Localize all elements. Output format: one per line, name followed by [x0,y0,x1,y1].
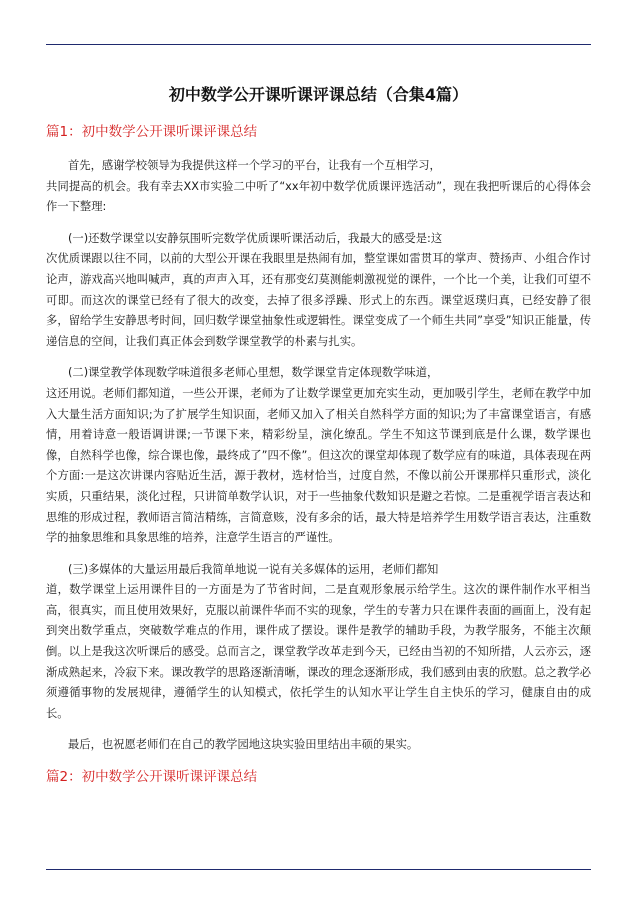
paragraph-intro [46,156,591,218]
paragraph-point-1 [46,229,591,353]
document-title: 初中数学公开课听课评课总结（合集4篇） [168,85,469,104]
paragraph-body: 次优质课跟以往不同，以前的大型公开课在我眼里是热闹有加，整堂课如雷贯耳的掌声、赞扬声、小组合作讨论声，游戏高兴地叫喊声，真的声声入耳，还有那变幻莫测能刺激视觉的课件，一个比一个美，让我们可望不可即。而这次的课堂已经有了很大的改变，去掉了很多浮躁、形式上的东西。课堂返璞归真，已经安静了很多，留给学生安静思考时间，回归数学课堂抽象性或逻辑性。课堂变成了一个师生共同”享受”知识正能量，传递信息的空间，让我们真正体会到数学课堂教学的朴素与扎实。 [46,252,591,348]
paragraph-point-3 [46,560,591,725]
header-rule [46,44,591,45]
section-heading-2: 篇2：初中数学公开课听课评课总结 [46,769,258,786]
footer-rule [46,869,591,870]
paragraph-body: 道，数学课堂上运用课件目的一方面是为了节省时间，二是直观形象展示给学生。这次的课件制作水平相当高，很真实，而且使用效果好，克服以前课件华而不实的现象，学生的专著力只在课件表面的画面上，没有起到突出数学重点，突破数学难点的作用，课件成了摆设。课件是教学的辅助手段，为教学服务，不能主次颠倒。以上是我这次听课后的感受。总而言之，课堂教学改革走到今天，已经由当初的不知所措，人云亦云，逐渐成熟起来，冷寂下来。课改教学的思路逐渐清晰，课改的理念逐渐形成，我们感到由衷的欣慰。总之教学必须遵循事物的发展规律，遵循学生的认知模式，依托学生的认知水平让学生自主快乐的学习，健康自由的成长。 [46,583,591,720]
paragraph-lead: 首先，感谢学校领导为我提供这样一个学习的平台，让我有一个互相学习， [68,159,441,172]
paragraph-lead: (二)课堂教学体现数学味道很多老师心里想，数学课堂肯定体现数学味道， [68,366,439,380]
paragraph-lead: (一)还数学课堂以安静氛围听完数学优质课听课活动后，我最大的感受是:这 [68,231,443,245]
section-heading-1: 篇1：初中数学公开课听课评课总结 [46,124,258,140]
paragraph-body: 共同提高的机会。我有幸去XX市实验二中听了“xx年初中数学优质课评选活动”，现在我把听课后的心得体会作一下整理: [46,179,591,214]
paragraph-lead: (三)多媒体的大量运用最后我简单地说一说有关多媒体的运用，老师们都知 [68,562,439,576]
paragraph-body: 最后，也祝愿老师们在自己的教学园地这块实验田里结出丰硕的果实。 [68,738,419,752]
paragraph-point-2 [46,363,591,548]
document-body [46,82,591,801]
paragraph-body: 这还用说。老师们都知道，一些公开课，老师为了让数学课堂更加充实生动，更加吸引学生，老师在教学中加入大量生活方面知识;为了扩展学生知识面，老师又加入了相关自然科学方面的知识;为了丰富课堂语言，有感情，用着诗意一般语调讲课;一节课下来，精彩纷呈，演化缭乱。学生不知这节课到底是什么课，数学课也像，自然科学也像，综合课也像，最终成了”四不像”。但这次的课堂却体现了数学应有的味道，具体表现在两个方面:一是这次讲课内容贴近生活，源于教材，选材恰当，过度自然，不像以前公开课那样只重形式，淡化实质，只重结果，淡化过程，只讲简单数学认识，对于一些抽象代数知识是避之若惊。二是重视学语言表达和思维的形成过程，教师语言简洁精练，言简意赅，没有多余的话，最大特是培养学生用数学语言表达，注重数学的抽象思维和具象思维的培养，注意学生语言的严谨性。 [46,386,591,545]
paragraph-closing [46,735,591,756]
